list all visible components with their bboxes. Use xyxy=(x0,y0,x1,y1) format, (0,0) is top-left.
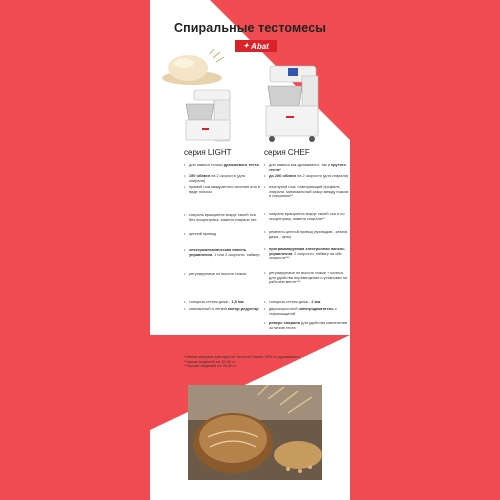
series-light-title: серия LIGHT xyxy=(184,148,232,157)
footnotes xyxy=(184,355,334,369)
light-feature: • электромеханическая панель управления, 1 или 2 скорости, таймер xyxy=(184,248,261,257)
dough-image xyxy=(158,48,228,88)
footnote: **кроме моделей на 20-30 л. xyxy=(184,358,236,364)
mixer-chef-image xyxy=(262,62,324,144)
light-feature: • регулируемые по высоте ножки xyxy=(184,272,261,277)
series-chef-title: серия CHEF xyxy=(264,148,310,157)
chef-feature: • изогнутый нож, повторяющий профиль спирали, минимальный зазор между ножом и спиралью** xyxy=(264,185,349,199)
chef-feature: • до 280 об/мин на 2 скорости (для спирали) xyxy=(264,174,349,179)
chef-feature: • реверс спирали для удобства извлечения остатков теста xyxy=(264,321,349,330)
footnote: ***кроме моделей на 20-40 л. xyxy=(184,363,238,369)
left-background xyxy=(0,0,150,500)
light-feature: • 150 об/мин на 2 скорости (для спирали) xyxy=(184,174,261,183)
series-light-column xyxy=(184,148,274,161)
page-title: Спиральные тестомесы xyxy=(173,21,327,35)
chef-feature: • ременно-цепной привод (приводов - ремни, дежа - цепь) xyxy=(264,230,349,239)
footnote: *объем загрузки для крутого теста не более 30% от дрожжевого xyxy=(184,354,300,359)
light-feature: • компактный и легкий мотор-редуктор xyxy=(184,307,261,312)
right-background xyxy=(350,0,500,500)
light-feature: • для замеса только дрожжевого теста xyxy=(184,163,261,168)
logo-icon: ✦ xyxy=(243,43,250,50)
bread-image xyxy=(188,385,322,480)
chef-feature: • регулируемые по высоте ножки + колеса для удобства перемещения и установки на рабочем месте*** xyxy=(264,271,349,285)
light-feature: • толщина стенок дежи - 1,5 мм xyxy=(184,300,261,305)
light-feature: • цепной привод xyxy=(184,232,261,237)
mixer-light-image xyxy=(180,88,236,143)
series-chef-column xyxy=(264,148,348,161)
light-feature: • спираль вращается вокруг своей оси без эксцентрика, замена спирали нет xyxy=(184,213,261,222)
chef-feature: • программируемая электронная панель управления, 2 скорости, таймер на обе скорости*** xyxy=(264,247,349,261)
chef-feature: • для замеса как дрожжевого, так и крутого теста* xyxy=(264,163,349,172)
chef-feature: • толщина стенок дежи - 2 мм xyxy=(264,300,349,305)
chef-feature: • двухскоростной электродвигатель с термозащитой xyxy=(264,307,349,316)
brand-logo xyxy=(235,40,277,52)
logo-text: Abat xyxy=(251,41,269,51)
light-feature: • прямой нож квадратного сечения или в виде полосы xyxy=(184,185,261,194)
chef-feature: • спираль вращается вокруг своей оси и по эксцентрику, замена спирали** xyxy=(264,212,349,221)
brochure-card xyxy=(150,0,350,500)
